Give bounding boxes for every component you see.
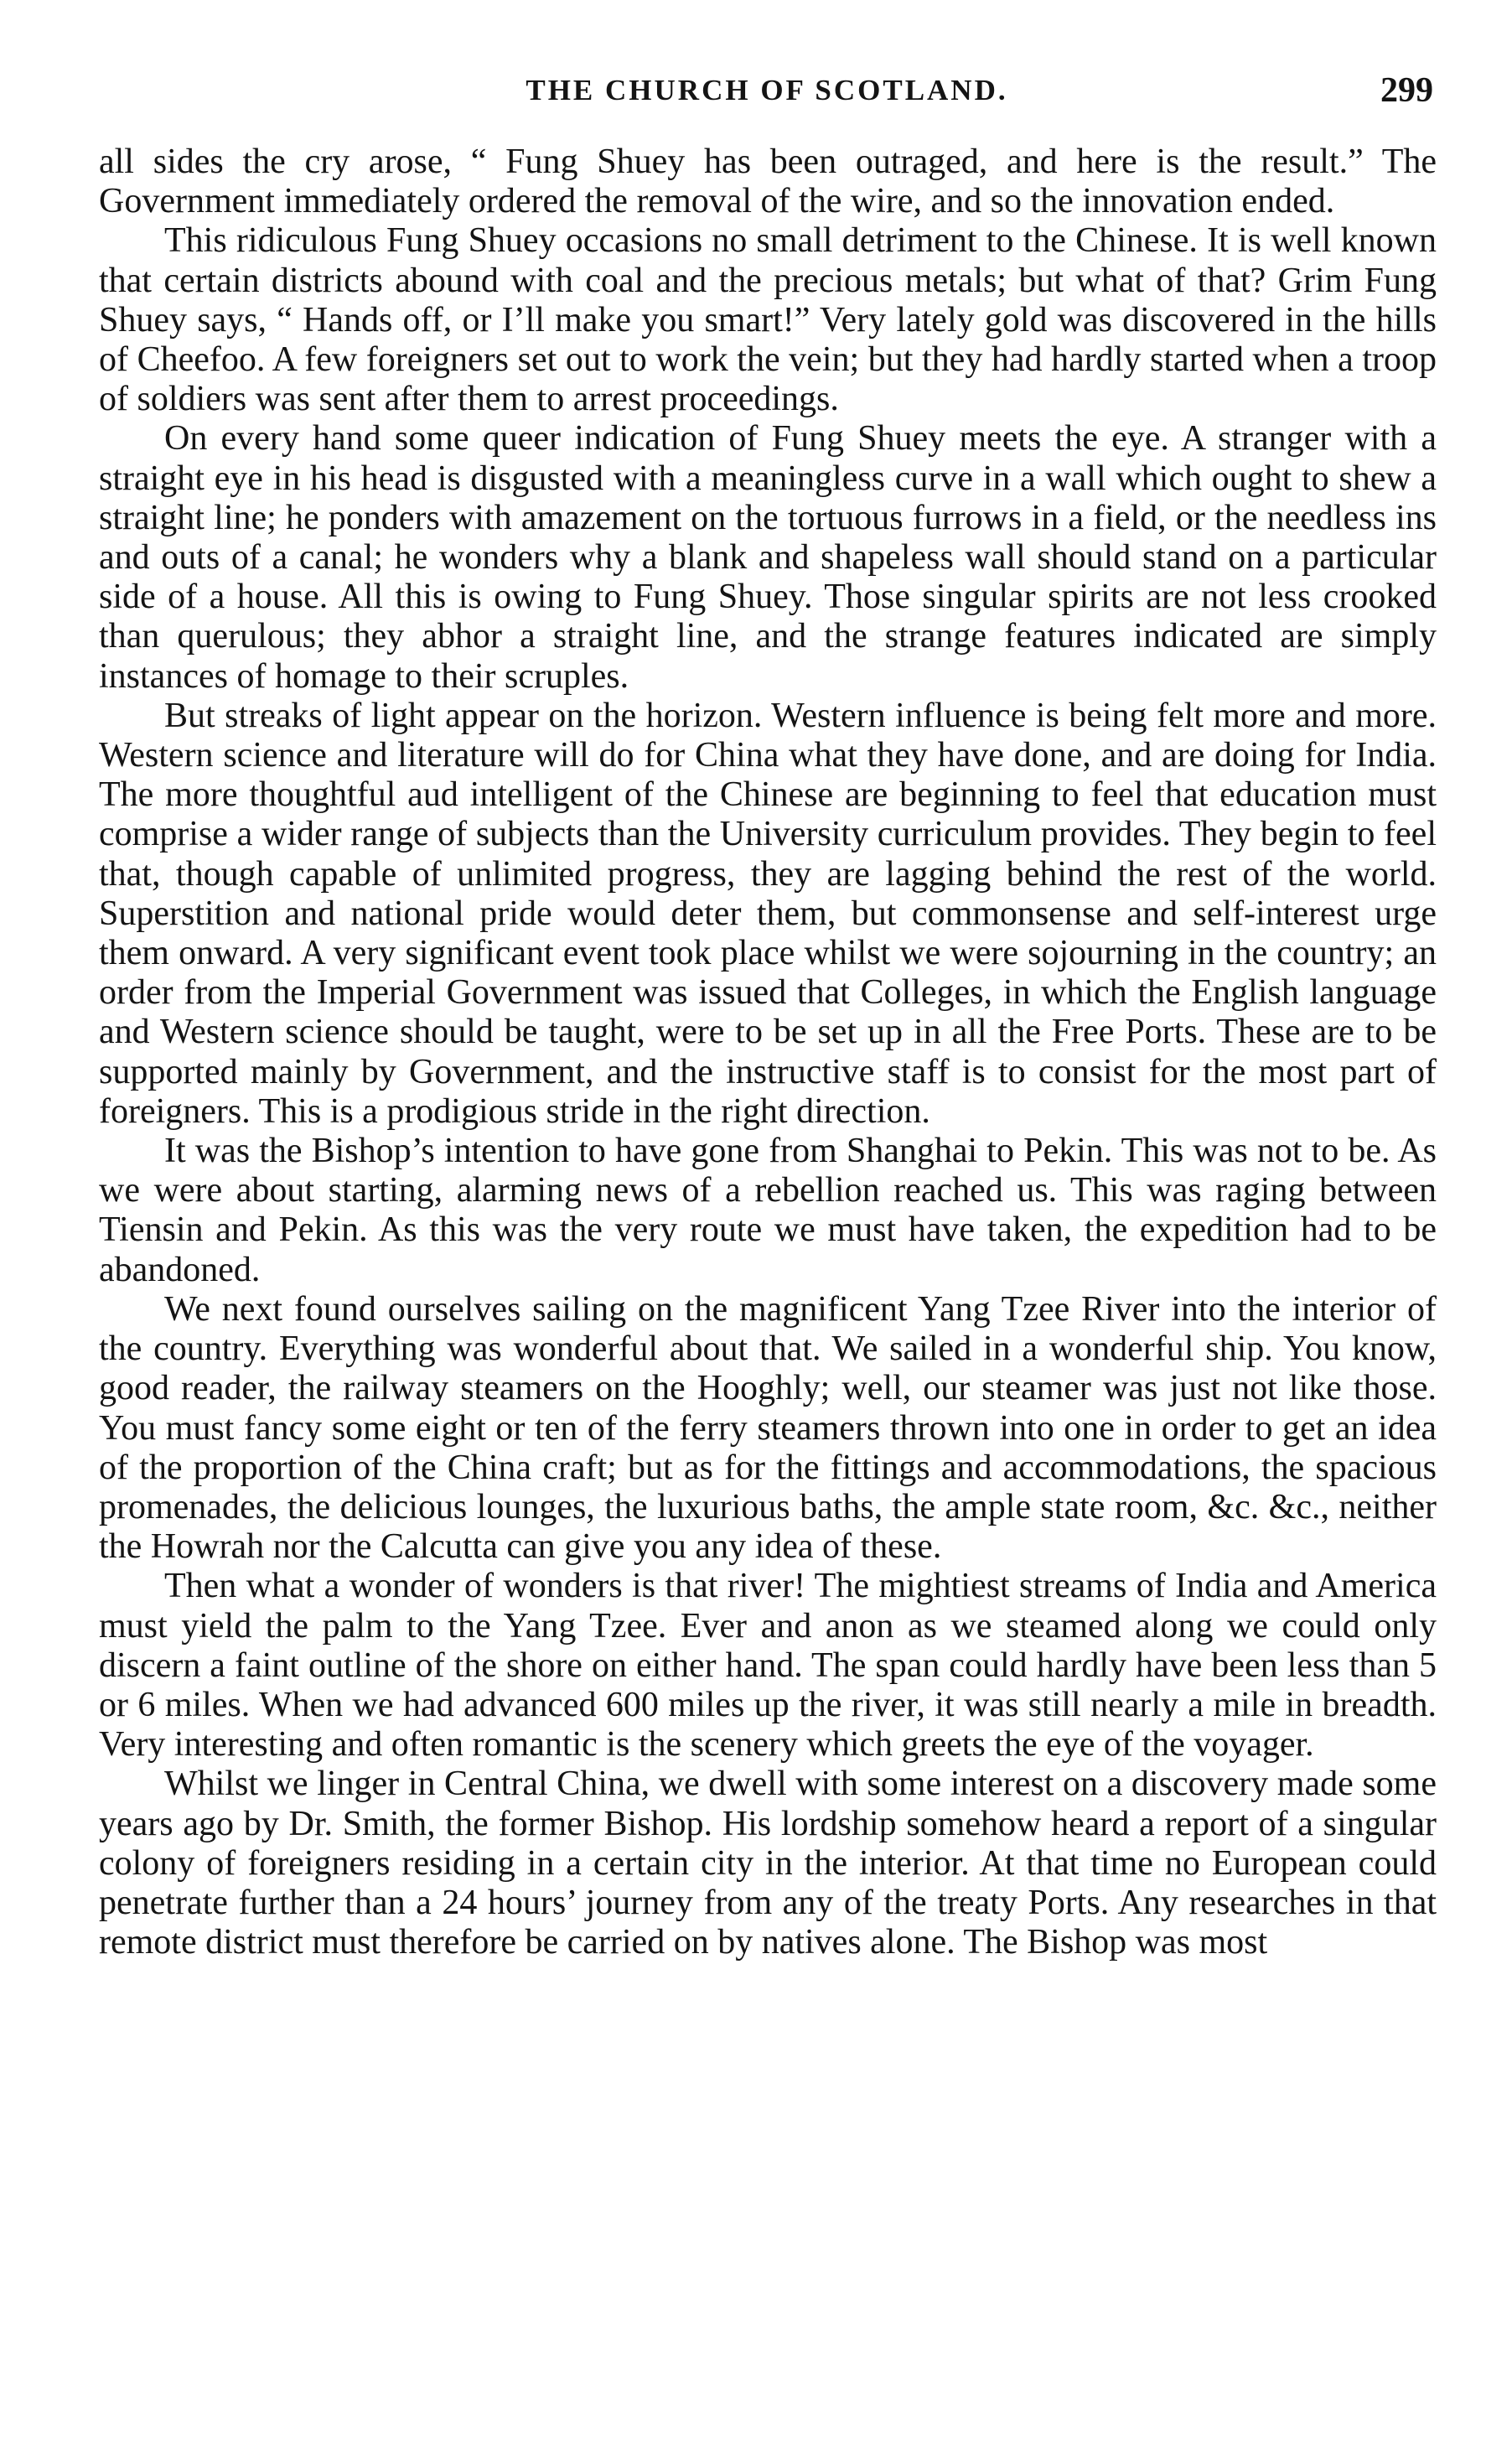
- running-title: THE CHURCH OF SCOTLAND.: [526, 74, 1008, 106]
- page-number: 299: [1380, 71, 1433, 110]
- paragraph-5: It was the Bishop’s intention to have gone from Shanghai to Pekin. This was not to be. As we were about starting, alarming news of a rebellion reached us. This was raging between Tiensin and Pekin. As this was the very route we must have taken, the expedition had to be abandoned.: [99, 1132, 1437, 1289]
- paragraph-7: Then what a wonder of wonders is that river! The mightiest streams of India and America must yield the palm to the Yang Tzee. Ever and anon as we steamed along we could only discern a faint outline of the shore on either hand. The span could hardly have been less than 5 or 6 miles. When we had advanced 600 miles up the river, it was still nearly a mile in breadth. Very interesting and often romantic is the scenery which greets the eye of the voyager.: [99, 1567, 1437, 1765]
- paragraph-3: On every hand some queer indication of Fung Shuey meets the eye. A stranger with a straight eye in his head is disgusted with a meaningless curve in a wall which ought to shew a straight line; he ponders with amazement on the tortuous furrows in a field, or the needless ins and outs of a canal; he wonders why a blank and shapeless wall should stand on a particular side of a house. All this is owing to Fung Shuey. Those singular spirits are not less crooked than querulous; they abhor a straight line, and the strange features indicated are simply instances of homage to their scruples.: [99, 419, 1437, 696]
- paragraph-4: But streaks of light appear on the horizon. Western influence is being felt more and more. Western science and literature will do for China what they have done, and are doing for India. The more thoughtful aud intelligent of the Chinese are beginning to feel that education must comprise a wider range of subjects than the University curriculum provides. They begin to feel that, though capable of unlimited progress, they are lagging behind the rest of the world. Superstition and national pride would deter them, but commonsense and self-interest urge them onward. A very significant event took place whilst we were sojourning in the country; an order from the Imperial Government was issued that Colleges, in which the English language and Western science should be taught, were to be set up in all the Free Ports. These are to be supported mainly by Government, and the instructive staff is to consist for the most part of foreigners. This is a prodigious stride in the right direction.: [99, 696, 1437, 1131]
- paragraph-8: Whilst we linger in Central China, we dwell with some interest on a discovery made some years ago by Dr. Smith, the former Bishop. His lordship somehow heard a report of a singular colony of foreigners residing in a certain city in the interior. At that time no European could penetrate further than a 24 hours’ journey from any of the treaty Ports. Any researches in that remote district must therefore be carried on by natives alone. The Bishop was most: [99, 1765, 1437, 1962]
- running-head: [101, 71, 1433, 116]
- paragraph-2: This ridiculous Fung Shuey occasions no small detriment to the Chinese. It is well known that certain districts abound with coal and the precious metals; but what of that? Grim Fung Shuey says, “ Hands off, or I’ll make you smart!” Very lately gold was discovered in the hills of Cheefoo. A few foreigners set out to work the vein; but they had hardly started when a troop of soldiers was sent after them to arrest proceedings.: [99, 221, 1437, 419]
- body-text: [99, 143, 1437, 1962]
- paragraph-1: all sides the cry arose, “ Fung Shuey has been outraged, and here is the result.” The Government immediately ordered the removal of the wire, and so the innovation ended.: [99, 143, 1437, 221]
- paragraph-6: We next found ourselves sailing on the magnificent Yang Tzee River into the interior of the country. Everything was wonderful about that. We sailed in a wonderful ship. You know, good reader, the railway steamers on the Hooghly; well, our steamer was just not like those. You must fancy some eight or ten of the ferry steamers thrown into one in order to get an idea of the proportion of the China craft; but as for the fittings and accommodations, the spacious promenades, the delicious lounges, the luxurious baths, the ample state room, &c. &c., neither the Howrah nor the Calcutta can give you any idea of these.: [99, 1289, 1437, 1567]
